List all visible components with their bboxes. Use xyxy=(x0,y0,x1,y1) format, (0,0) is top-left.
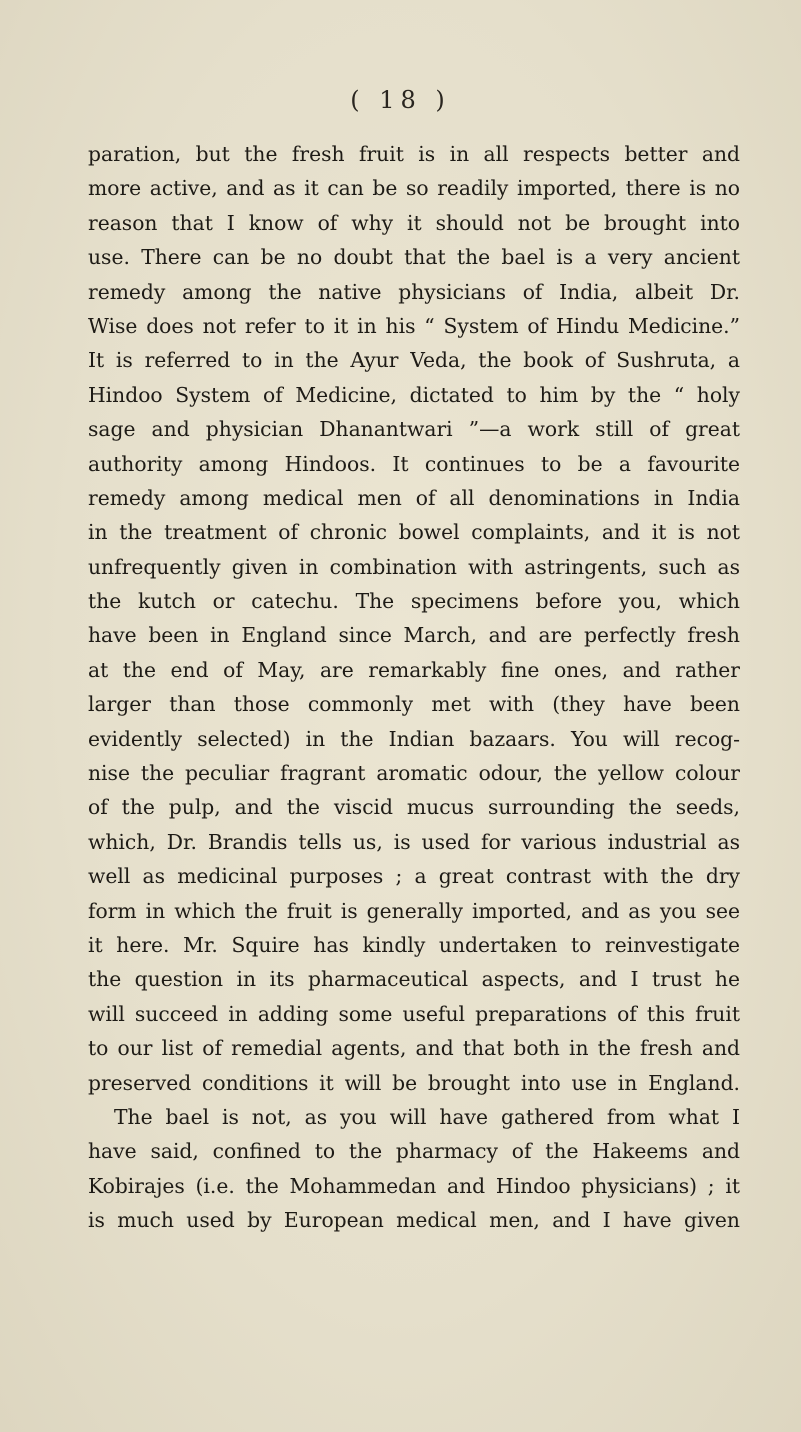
text-line: paration, but the fresh fruit is in all respects better and xyxy=(88,142,740,166)
text-line: larger than those commonly met with (they have been xyxy=(88,692,740,717)
text-line: preserved conditions it will be brought into use in England. xyxy=(88,1070,740,1095)
text-line: sage and physician Dhanantwari ”—a work still of great xyxy=(88,417,740,442)
text-line: have said, confined to the pharmacy of the Hakeems and xyxy=(88,1139,740,1164)
body-text xyxy=(88,137,740,1238)
text-line: remedy among the native physicians of India, albeit Dr. xyxy=(88,279,740,304)
text-line: is much used by European medical men, and I have given xyxy=(88,1208,740,1233)
text-line: Wise does not refer to it in his “ System of Hindu Medicine.” xyxy=(88,313,740,338)
text-line: which, Dr. Brandis tells us, is used for various industrial as xyxy=(88,829,740,854)
text-line: in the treatment of chronic bowel complaints, and it is not xyxy=(88,520,740,545)
text-line: use. There can be no doubt that the bael is a very ancient xyxy=(88,245,740,270)
text-line: remedy among medical men of all denominations in India xyxy=(88,485,740,510)
text-line: Hindoo System of Medicine, dictated to him by the “ holy xyxy=(88,382,740,407)
text-line: nise the peculiar fragrant aromatic odour, the yellow colour xyxy=(88,761,740,786)
text-line: more active, and as it can be so readily imported, there is no xyxy=(88,176,740,201)
text-line: at the end of May, are remarkably fine ones, and rather xyxy=(88,657,740,682)
text-line: authority among Hindoos. It continues to be a favourite xyxy=(88,451,740,476)
text-line: Kobirajes (i.e. the Mohammedan and Hindoo physicians) ; it xyxy=(88,1173,740,1198)
text-line: it here. Mr. Squire has kindly undertaken to reinvestigate xyxy=(88,932,740,957)
text-line: The bael is not, as you will have gathered from what I xyxy=(114,1104,740,1129)
text-line: of the pulp, and the viscid mucus surrounding the seeds, xyxy=(88,795,740,820)
text-line: the kutch or catechu. The specimens before you, which xyxy=(88,589,740,614)
text-line: well as medicinal purposes ; a great contrast with the dry xyxy=(88,864,740,889)
text-line: the question in its pharmaceutical aspects, and I trust he xyxy=(88,967,740,992)
page-number: ( 18 ) xyxy=(350,86,451,114)
text-line: form in which the fruit is generally imported, and as you see xyxy=(88,898,740,923)
text-line: evidently selected) in the Indian bazaars. You will recog- xyxy=(88,726,740,751)
text-line: unfrequently given in combination with astringents, such as xyxy=(88,554,740,579)
text-line: will succeed in adding some useful preparations of this fruit xyxy=(88,1001,740,1026)
text-line: It is referred to in the Ayur Veda, the book of Sushruta, a xyxy=(88,348,740,373)
text-line: reason that I know of why it should not be brought into xyxy=(88,210,740,235)
text-line: to our list of remedial agents, and that both in the fresh and xyxy=(88,1036,740,1061)
text-line: have been in England since March, and are perfectly fresh xyxy=(88,623,740,648)
